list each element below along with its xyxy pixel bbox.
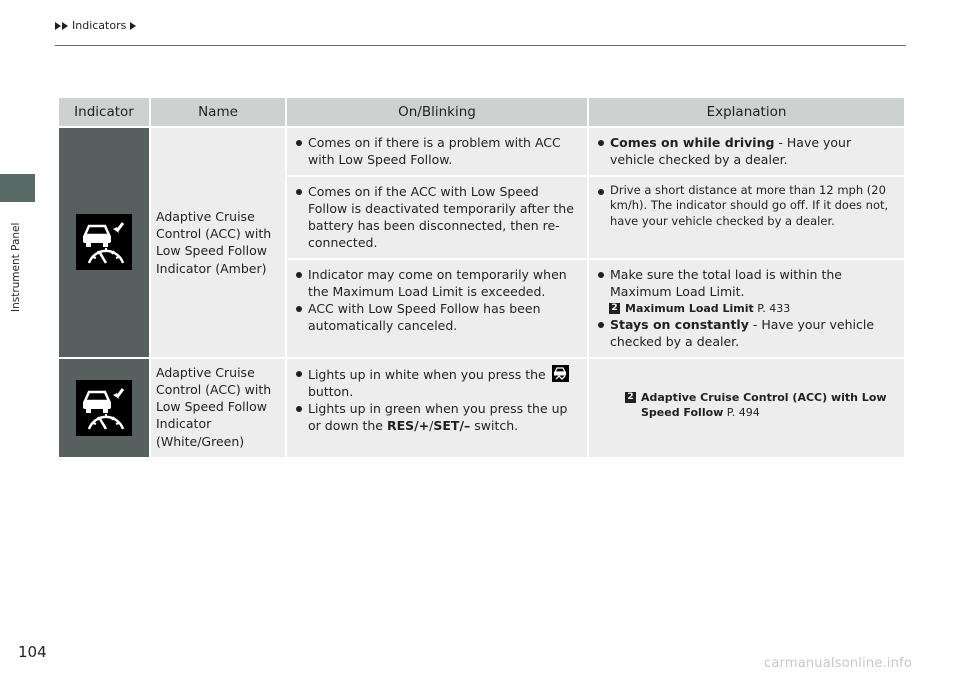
acc-low-speed-follow-icon xyxy=(76,380,132,436)
breadcrumb-arrow-icon xyxy=(55,22,61,30)
on-blinking-cell xyxy=(287,260,587,357)
bullet-icon xyxy=(598,272,604,278)
watermark: carmanualsonline.info xyxy=(764,656,913,671)
section-label: Instrument Panel xyxy=(10,222,22,312)
on-blinking-cell xyxy=(287,177,587,258)
bullet-text: - Have your vehicle checked by a dealer. xyxy=(610,317,875,350)
indicator-cell xyxy=(59,128,149,357)
table-row xyxy=(59,359,904,457)
header-explanation: Explanation xyxy=(589,98,904,126)
breadcrumb-arrow-icon xyxy=(62,22,68,30)
bullet-text: Make sure the total load is within the Maximum Load Limit. xyxy=(610,266,842,299)
on-blinking-cell xyxy=(287,128,587,175)
indicator-name: Adaptive Cruise Control (ACC) with Low Speed Follow Indicator (Amber) xyxy=(151,128,285,357)
acc-low-speed-follow-icon xyxy=(76,214,132,270)
list-item xyxy=(597,134,896,169)
indicator-cell xyxy=(59,359,149,457)
list-item xyxy=(597,266,896,301)
bullet-icon xyxy=(598,322,604,328)
list-item xyxy=(295,400,579,435)
bold-text: Stays on constantly xyxy=(610,317,749,333)
bullet-text: Comes on if there is a problem with ACC with Low Speed Follow. xyxy=(308,135,561,168)
list-item xyxy=(295,134,579,169)
header-indicator: Indicator xyxy=(59,98,149,126)
bullet-icon xyxy=(296,306,302,312)
bullet-text: ACC with Low Speed Follow has been automatically canceled. xyxy=(308,301,541,334)
indicator-table xyxy=(57,96,906,459)
explanation-cell xyxy=(589,177,904,258)
reference-title: Adaptive Cruise Control (ACC) with Low Speed Follow xyxy=(641,390,887,419)
breadcrumb-arrow-icon xyxy=(130,22,136,30)
bullet-text: button. xyxy=(308,383,354,399)
acc-button-icon xyxy=(552,365,569,382)
bold-text: RES/+ xyxy=(386,418,430,434)
list-item xyxy=(295,365,579,401)
bullet-text: - Have your vehicle checked by a dealer. xyxy=(610,135,852,168)
list-item xyxy=(295,300,579,335)
bullet-text: / xyxy=(429,418,434,434)
reference-page: P. 433 xyxy=(753,302,791,315)
bullet-text: Drive a short distance at more than 12 mph (20 km/h). The indicator should go off. If it does not, have your vehicle checked by a dealer. xyxy=(610,182,889,229)
page-number: 104 xyxy=(18,643,47,661)
list-item xyxy=(295,183,579,252)
bullet-text: switch. xyxy=(470,418,519,434)
bold-text: SET/– xyxy=(433,418,471,434)
bullet-text: Lights up in green when you press the up or down the xyxy=(308,401,568,434)
reference-icon: 2 xyxy=(609,303,620,314)
explanation-cell xyxy=(589,359,904,457)
breadcrumb-label[interactable]: Indicators xyxy=(72,19,127,32)
bullet-icon xyxy=(296,371,302,377)
explanation-cell xyxy=(589,128,904,175)
bullet-icon xyxy=(296,272,302,278)
table-row xyxy=(59,128,904,175)
section-tab xyxy=(0,174,35,202)
cross-reference-link[interactable] xyxy=(609,301,896,316)
bullet-icon xyxy=(296,140,302,146)
bold-text: Comes on while driving xyxy=(610,135,775,150)
bullet-icon xyxy=(598,189,604,195)
on-blinking-cell xyxy=(287,359,587,457)
bullet-icon xyxy=(598,140,604,146)
list-item xyxy=(295,266,579,301)
reference-title: Maximum Load Limit xyxy=(625,302,754,315)
explanation-cell xyxy=(589,260,904,357)
header-name: Name xyxy=(151,98,285,126)
header-on-blinking: On/Blinking xyxy=(287,98,587,126)
indicator-name: Adaptive Cruise Control (ACC) with Low Speed Follow Indicator (White/Green) xyxy=(151,359,285,457)
bullet-text: Comes on if the ACC with Low Speed Follow is deactivated temporarily after the battery has been disconnected, then re-connected. xyxy=(308,183,574,251)
bullet-icon xyxy=(296,406,302,412)
list-item xyxy=(597,316,896,351)
reference-icon: 2 xyxy=(625,392,636,403)
bullet-icon xyxy=(296,189,302,195)
table-header-row xyxy=(59,98,904,126)
breadcrumb xyxy=(55,19,136,32)
reference-page: P. 494 xyxy=(723,405,760,419)
bullet-text: Indicator may come on temporarily when the Maximum Load Limit is exceeded. xyxy=(308,266,567,299)
list-item xyxy=(597,183,896,231)
header-rule xyxy=(55,45,906,46)
bullet-text: Lights up in white when you press the xyxy=(308,366,546,382)
cross-reference-link[interactable] xyxy=(625,390,896,420)
